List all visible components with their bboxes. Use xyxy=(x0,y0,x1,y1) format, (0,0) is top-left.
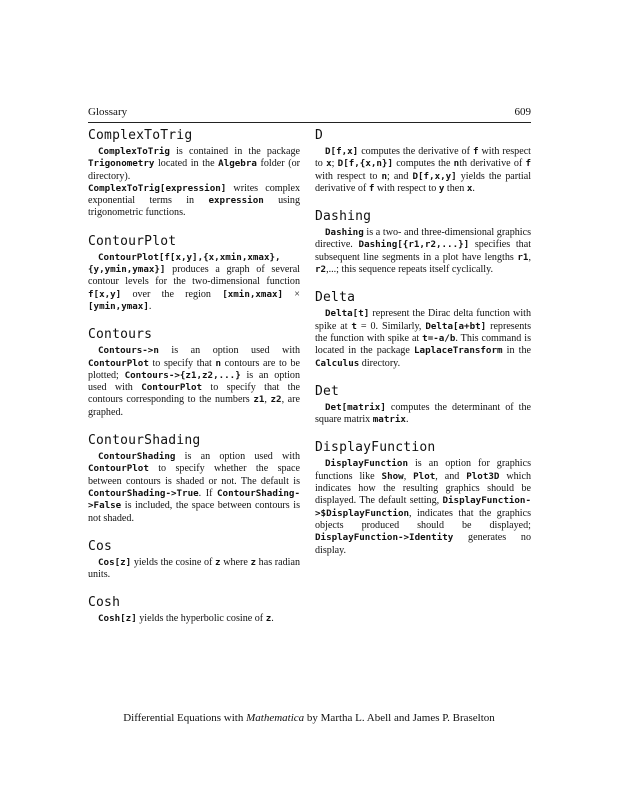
code-term: Show xyxy=(381,470,404,482)
code-term: ContourPlot[f[x,y],{x,xmin,xmax},{y,ymin,ymax}] xyxy=(88,251,281,276)
code-term: ComplexToTrig[expression] xyxy=(88,182,227,194)
code-term: r2 xyxy=(315,264,327,276)
text-run: . This command is located in the package xyxy=(315,332,531,357)
glossary-entry xyxy=(88,327,300,419)
glossary-entry xyxy=(315,384,531,427)
code-term: DisplayFunction->Identity xyxy=(315,532,454,544)
text-run: . xyxy=(148,300,152,312)
text-run: is an option for graphics functions like xyxy=(315,458,531,482)
code-term: x xyxy=(326,158,332,170)
glossary-entry xyxy=(88,128,300,220)
text-run: , and xyxy=(435,470,467,482)
code-term: Trigonometry xyxy=(88,158,155,170)
text-run: , xyxy=(403,470,414,482)
text-run: computes the determinant of the square matrix xyxy=(315,401,531,426)
code-term: ComplexToTrig xyxy=(98,146,170,157)
code-term: Calculus xyxy=(315,357,360,369)
code-term: D[f,x,y] xyxy=(412,170,457,182)
code-term: f[x,y] xyxy=(88,288,122,300)
code-term: Delta[a+bt] xyxy=(425,320,487,332)
entry-paragraph xyxy=(88,146,300,183)
code-term: t=-a/b xyxy=(422,332,456,344)
code-term: z xyxy=(250,556,257,568)
code-term: Contours->{z1,z2,...} xyxy=(124,369,241,381)
entry-paragraph xyxy=(88,451,300,525)
code-term: Dashing[{r1,r2,...}] xyxy=(358,239,470,251)
code-term: f xyxy=(472,146,479,157)
footer-italic-title: Mathematica xyxy=(246,712,305,724)
text-run: to specify that the contours corresponding to the numbers xyxy=(88,382,300,406)
code-term: ContourPlot xyxy=(88,463,149,475)
entry-title: Cos xyxy=(88,538,113,554)
code-term: DisplayFunction->$DisplayFunction xyxy=(315,495,531,519)
entry-title: Delta xyxy=(315,290,356,306)
text-run: writes complex exponential terms in xyxy=(88,182,300,207)
entry-title: ContourShading xyxy=(88,433,201,449)
entry-title: DisplayFunction xyxy=(315,440,436,456)
code-term: Contours->n xyxy=(98,345,159,357)
text-run: which indicates how the resulting graphics should be displayed. The default setting, xyxy=(315,470,532,507)
page-footer xyxy=(0,712,618,724)
entry-paragraph xyxy=(88,252,300,313)
entry-paragraph xyxy=(315,458,531,556)
code-term: r1 xyxy=(517,251,529,263)
glossary-entry xyxy=(88,433,300,525)
entry-paragraph xyxy=(315,308,531,369)
text-run: is an option used with xyxy=(158,345,300,357)
entry-title: ComplexToTrig xyxy=(88,128,193,143)
entry-paragraph xyxy=(88,613,300,625)
text-run: is contained in the package xyxy=(169,146,300,157)
code-term: ContourPlot xyxy=(141,382,203,394)
glossary-entry xyxy=(315,440,531,556)
code-term: ContourShading->False xyxy=(88,487,300,512)
text-run: ; and xyxy=(387,170,413,182)
code-term: D[f,x] xyxy=(325,146,359,157)
entry-paragraph xyxy=(88,345,300,419)
text-run: to specify that xyxy=(148,357,216,369)
text-run: yields the partial derivative of xyxy=(315,170,531,194)
text-run: produces a graph of several contour levels for the two-dimensional function xyxy=(88,264,300,288)
code-term: ContourPlot xyxy=(88,357,149,369)
text-run: located in the xyxy=(154,158,219,170)
text-run: computes the derivative of xyxy=(358,146,473,157)
text-run: represent the Dirac delta function with spike at xyxy=(315,308,531,332)
glossary-entry xyxy=(88,539,300,582)
left-column xyxy=(88,128,300,640)
text-run: generates no display. xyxy=(315,532,531,556)
text-run: with respect to xyxy=(315,146,531,170)
code-term: n xyxy=(453,158,460,170)
text-run: th derivative of xyxy=(459,158,526,170)
code-term: Algebra xyxy=(218,158,257,170)
code-term: y xyxy=(438,182,445,194)
entry-title: ContourPlot xyxy=(88,233,177,249)
entry-paragraph xyxy=(315,227,531,276)
code-term: LaplaceTransform xyxy=(414,345,503,357)
code-term: D[f,{x,n}] xyxy=(337,158,393,170)
glossary-entry xyxy=(315,209,531,276)
text-run: , indicates that the graphics objects produced should be displayed; xyxy=(315,507,531,531)
text-run: then xyxy=(444,182,467,194)
code-term: z2 xyxy=(270,394,282,406)
text-run: . xyxy=(472,182,475,194)
text-run: is an option used with xyxy=(175,451,300,463)
entry-paragraph xyxy=(88,183,300,220)
code-term: matrix xyxy=(372,414,406,426)
code-term: x xyxy=(466,182,473,194)
code-term: Det[matrix] xyxy=(325,401,386,413)
text-run: specifies that subsequent line segments in a plot have lengths xyxy=(315,239,532,263)
code-term: Cosh[z] xyxy=(98,613,137,625)
code-term: Plot3D xyxy=(466,470,500,482)
text-run: to specify whether the space between contours is shaded or not. The default is xyxy=(88,463,300,487)
text-run: directory. xyxy=(359,357,401,369)
text-run: , are graphed. xyxy=(88,394,300,418)
text-run: contours are to be plotted; xyxy=(88,357,301,381)
entry-paragraph xyxy=(315,402,531,427)
entry-title: D xyxy=(315,128,324,143)
code-term: [ymin,ymax] xyxy=(88,300,149,312)
text-run: . If xyxy=(198,487,218,499)
code-term: z xyxy=(265,613,272,625)
code-term: t xyxy=(351,320,357,332)
code-term: f xyxy=(525,158,532,170)
footer-text-before: Differential Equations with xyxy=(123,712,247,724)
code-term: n xyxy=(381,170,387,182)
glossary-entry xyxy=(88,234,300,313)
text-run: , xyxy=(528,251,531,263)
code-term: ContourShading->True xyxy=(88,487,199,499)
text-run: = 0. Similarly, xyxy=(356,320,426,332)
code-term: expression xyxy=(208,195,264,207)
header-page-number: 609 xyxy=(514,106,531,118)
code-term: Cos[z] xyxy=(98,556,132,568)
text-run: over the region xyxy=(121,288,223,300)
text-run: in the xyxy=(502,345,532,357)
text-run: with respect to xyxy=(315,170,382,182)
entry-paragraph xyxy=(315,146,531,195)
code-term: n xyxy=(215,357,222,369)
text-run: folder (or directory). xyxy=(88,158,301,182)
header-rule xyxy=(88,122,531,123)
code-term: Dashing xyxy=(325,227,364,239)
glossary-entry xyxy=(88,595,300,625)
text-run: has radian units. xyxy=(88,556,300,581)
right-column xyxy=(315,128,531,571)
glossary-entry xyxy=(315,128,531,195)
entry-paragraph xyxy=(88,557,300,582)
text-run: is included, the space between contours is not shaded. xyxy=(88,500,300,524)
entry-title: Contours xyxy=(88,327,153,343)
text-run: is a two- and three-dimensional graphics directive. xyxy=(315,227,531,251)
text-run: represents the function with spike at xyxy=(315,320,531,344)
text-run: yields the hyperbolic cosine of xyxy=(136,613,266,625)
code-term: z1 xyxy=(253,394,265,406)
code-term: DisplayFunction xyxy=(325,458,408,470)
entry-title: Cosh xyxy=(88,595,121,611)
text-run: where xyxy=(220,556,251,568)
text-run: . xyxy=(405,414,409,426)
code-term: f xyxy=(368,182,375,194)
text-run: . xyxy=(271,613,274,625)
text-run: using trigonometric functions. xyxy=(88,195,300,219)
text-run: computes the xyxy=(392,158,454,170)
entry-title: Dashing xyxy=(315,209,372,225)
code-term: ContourShading xyxy=(98,451,176,463)
header-section-title: Glossary xyxy=(88,106,128,118)
text-run: , xyxy=(264,394,271,406)
footer-text-after: by Martha L. Abell and James P. Braselton xyxy=(304,712,495,724)
text-run: × xyxy=(283,288,300,300)
text-run: is an option used with xyxy=(88,369,300,394)
code-term: Plot xyxy=(413,470,436,482)
entry-title: Det xyxy=(315,383,340,399)
text-run: yields the cosine of xyxy=(131,556,216,568)
text-run: with respect to xyxy=(374,182,439,194)
code-term: z xyxy=(215,556,221,568)
text-run: ; xyxy=(331,158,338,170)
code-term: [xmin,xmax] xyxy=(222,288,284,300)
code-term: Delta[t] xyxy=(325,308,370,320)
text-run: ,...; this sequence repeats itself cyclically. xyxy=(326,264,494,276)
glossary-entry xyxy=(315,290,531,369)
